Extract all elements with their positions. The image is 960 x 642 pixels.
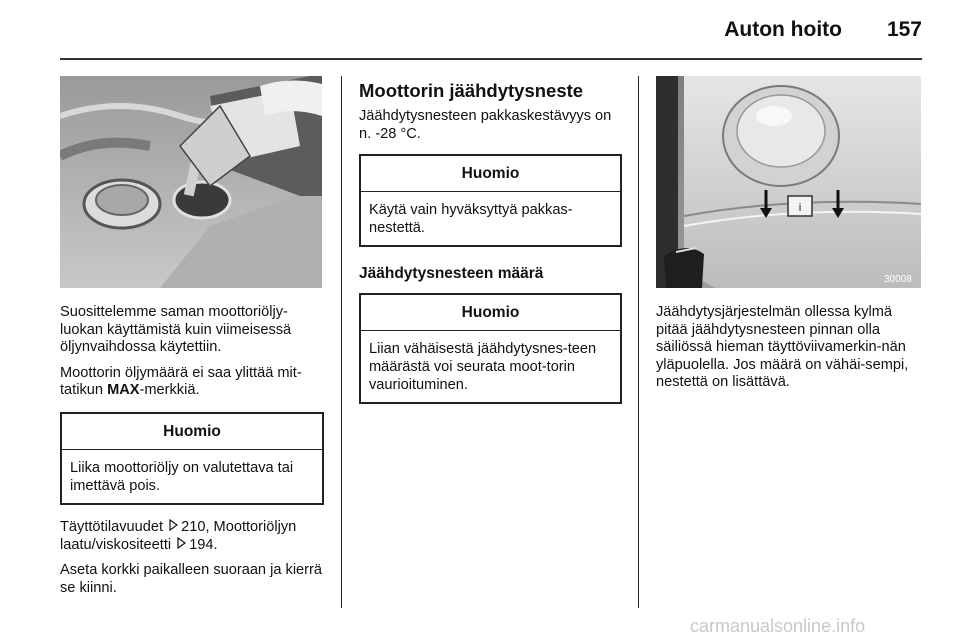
capacity-page-ref[interactable]: 210 [181,519,206,536]
oil-level-text: Moottorin öljymäärä ei saa ylittää mit-tatikun [60,364,302,399]
column-divider-1 [341,76,342,608]
viscosity-page-ref[interactable]: 194 [189,536,214,553]
oil-level-text-end: -merkkiä. [139,382,200,399]
header-divider [60,58,922,60]
middle-text-column [359,80,622,418]
max-mark-label: MAX [107,382,140,399]
notice-title: Huomio [62,414,322,450]
notice-title: Huomio [361,156,620,192]
oil-grade-paragraph: Suosittelemme saman moottoriöljy-luokan käyttämistä kuin viimeisessä öljynvaihdossa käytettiin. [60,304,292,356]
coolant-level-paragraph: Jäähdytysjärjestelmän ollessa kylmä pitää jäähdytysnesteen pinnan olla säiliössä hieman täyttöviivamerkin-nän yläpuolella. Jos määrä on vähäi-sempi, nestettä on lisättävä. [656,304,909,391]
page-reference-icon [177,537,187,555]
page-header [0,0,960,60]
notice-body: Liian vähäisestä jäähdytysnes-teen määrästä voi seurata moot-torin vaurioituminen. [369,341,597,393]
watermark: carmanualsonline.info [690,616,866,636]
notice-body: Liika moottoriöljy on valutettava tai imettävä pois. [70,459,294,494]
capacity-reference-paragraph [60,519,324,554]
viscosity-text: , Moottoriöljyn laatu/viskositeetti [60,519,297,553]
coolant-level-notice-box [359,293,622,404]
column-divider-2 [638,76,639,608]
coolant-heading: Moottorin jäähdytysneste [359,80,584,101]
right-text-column [656,304,922,400]
oil-level-paragraph [60,365,324,400]
period: . [213,536,218,553]
figure-number: 30008 [884,274,912,285]
page-number: 157 [886,18,922,41]
cap-instruction-paragraph: Aseta korkki paikalleen suoraan ja kierrä se kiinni. [60,562,323,596]
notice-body: Käytä vain hyväksyttyä pakkas-nestettä. [369,202,573,236]
capacity-text: Täyttötilavuudet [60,519,168,536]
coolant-notice-box [359,154,622,247]
page-reference-icon [169,519,179,537]
coolant-reservoir-illustration [656,76,921,288]
coolant-level-subheading: Jäähdytysnesteen määrä [359,265,544,283]
oil-filling-illustration [60,76,322,288]
svg-text:i: i [798,201,802,214]
oil-notice-box [60,412,324,505]
notice-title: Huomio [361,295,620,331]
left-text-column [60,304,324,606]
section-title: Auton hoito [724,18,842,41]
frost-resistance-paragraph: Jäähdytysnesteen pakkaskestävyys on n. -28 °C. [359,108,612,142]
